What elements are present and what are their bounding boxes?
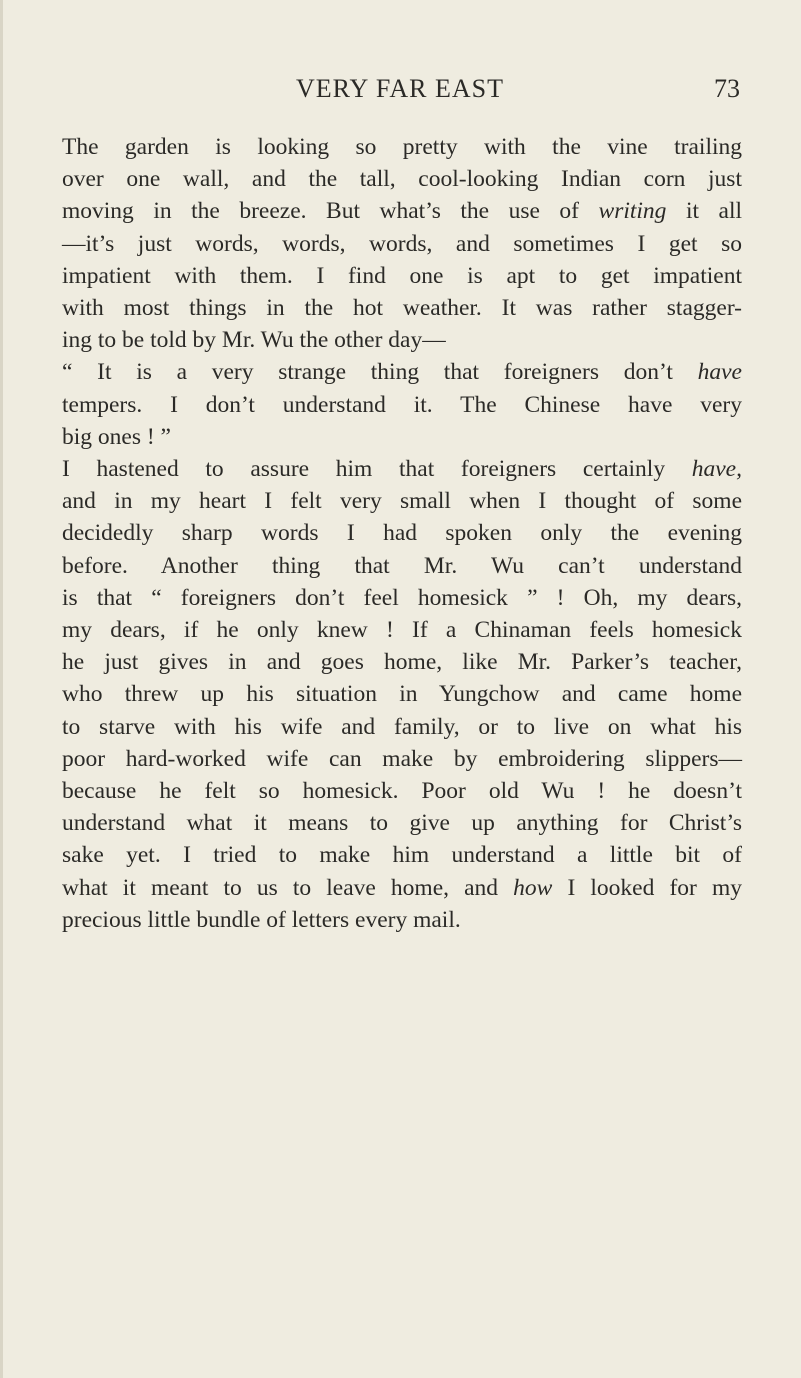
text-line: sake yet. I tried to make him understand a little bit of xyxy=(62,842,742,869)
text-line: precious little bundle of letters every mail. xyxy=(62,906,461,933)
text-line: my dears, if he only knew ! If a Chinaman feels homesick xyxy=(62,617,742,644)
text-line: impatient with them. I find one is apt to get impatient xyxy=(62,262,742,289)
text-line: and in my heart I felt very small when I thought of some xyxy=(62,488,742,515)
text-line: moving in the breeze. But what’s the use of writing it all xyxy=(62,198,743,225)
text-line: “ It is a very strange thing that foreigners don’t have xyxy=(62,359,742,386)
text-line: The garden is looking so pretty with the vine trailing xyxy=(62,134,742,160)
text-line: over one wall, and the tall, cool-looking Indian corn just xyxy=(62,166,742,193)
body-text xyxy=(62,131,742,936)
text-line: before. Another thing that Mr. Wu can’t understand xyxy=(62,552,742,579)
text-line: who threw up his situation in Yungchow and came home xyxy=(62,681,742,708)
text-line: poor hard-worked wife can make by embroidering slippers— xyxy=(62,745,742,772)
text-line: I hastened to assure him that foreigners certainly have, xyxy=(62,456,742,483)
text-line: with most things in the hot weather. It was rather stagger- xyxy=(62,295,742,322)
text-line: ing to be told by Mr. Wu the other day— xyxy=(62,327,446,354)
text-line: he just gives in and goes home, like Mr. Parker’s teacher, xyxy=(62,649,742,676)
text-line: tempers. I don’t understand it. The Chinese have very xyxy=(62,391,742,418)
text-line: —it’s just words, words, words, and sometimes I get so xyxy=(62,230,742,257)
text-line: to starve with his wife and family, or to live on what his xyxy=(62,713,742,740)
text-line: decidedly sharp words I had spoken only the evening xyxy=(62,520,742,547)
text-line: because he felt so homesick. Poor old Wu ! he doesn’t xyxy=(62,778,742,805)
page-number: 73 xyxy=(714,74,740,103)
text-line: big ones ! ” xyxy=(62,423,171,450)
running-title: VERY FAR EAST xyxy=(295,74,505,103)
text-line: is that “ foreigners don’t feel homesick ” ! Oh, my dears, xyxy=(62,584,742,611)
text-line: understand what it means to give up anything for Christ’s xyxy=(62,810,742,837)
text-line: what it meant to us to leave home, and how I looked for my xyxy=(62,874,743,901)
page-edge xyxy=(0,0,3,1378)
running-head xyxy=(60,72,740,106)
